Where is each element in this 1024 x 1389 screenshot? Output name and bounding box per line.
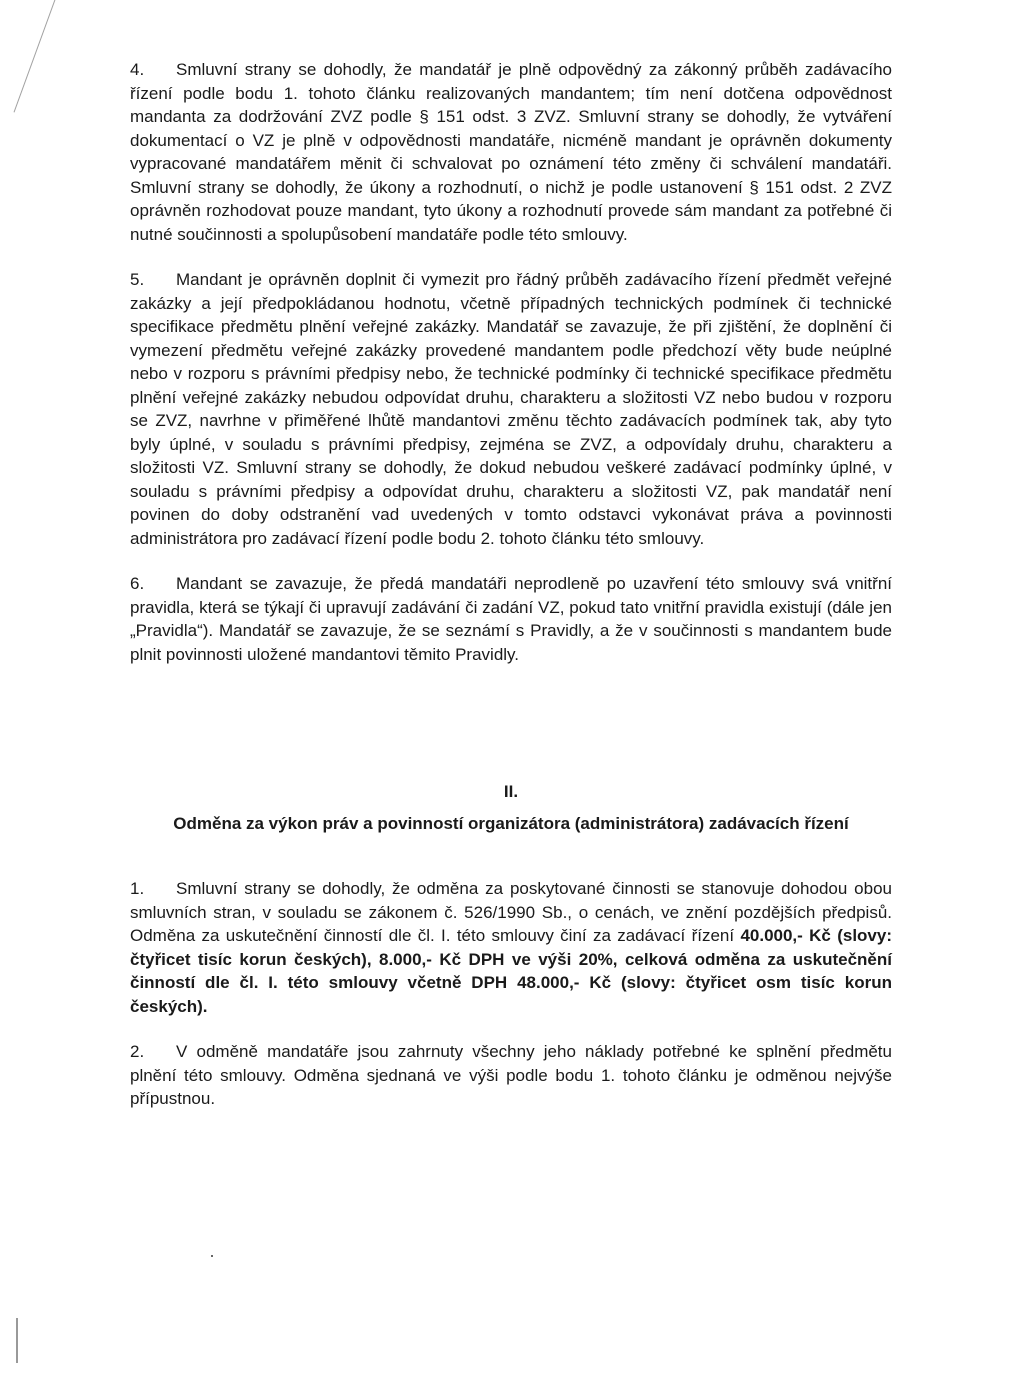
paragraph-number: 1.: [130, 879, 145, 898]
section-number: II.: [503, 782, 519, 801]
paragraph-text: V odměně mandatáře jsou zahrnuty všechny jeho náklady potřebné ke splnění předmětu plnění této smlouvy. Odměna sjednaná ve výši podle bodu 1. tohoto článku je odměnou nejvýše přípustnou.: [130, 1042, 892, 1108]
section-spacer: [130, 688, 892, 780]
scan-speck: [211, 1255, 213, 1257]
paragraph-number: 6.: [130, 574, 145, 593]
paragraph-text: Smluvní strany se dohodly, že mandatář je plně odpovědný za zákonný průběh zadávacího řízení podle bodu 1. tohoto článku realizovaných mandantem; tím není dotčena odpovědnost mandanta za dodržování ZVZ podle § 151 odst. 3 ZVZ. Smluvní strany se dohodly, že vytváření dokumentací o VZ je plně v odpovědnosti mandatáře, nicméně mandant je oprávněn dokumenty vypracované mandatářem měnit či schvalovat po oznámení této změny či schválení mandatáři. Smluvní strany se dohodly, že úkony a rozhodnutí, o nichž je podle ustanovení § 151 odst. 2 ZVZ oprávněn rozhodovat pouze mandant, tyto úkony a rozhodnutí provede sám mandant za potřebné či nutné součinnosti a spolupůsobení mandatáře podle této smlouvy.: [130, 60, 892, 244]
paragraph-text: Mandant je oprávněn doplnit či vymezit pro řádný průběh zadávacího řízení předmět veřejné zakázky a její předpokládanou hodnotu, včetně případných technických podmínek či technické specifikace předmětu plnění veřejné zakázky. Mandatář se zavazuje, že při zjištění, že doplnění či vymezení předmětu veřejné zakázky provedené mandantem podle předchozí věty bude neúplné nebo v rozporu s právními předpisy nebo, že technické podmínky či technické specifikace předmětu plnění veřejné zakázky nebudou odpovídat druhu, charakteru a složitosti VZ nebo budou v rozporu se ZVZ, navrhne v přiměřené lhůtě mandantovi změnu těchto zadávacích podmínek tak, aby tyto byly úplné, v souladu s právními předpisy, zejména se ZVZ, a odpovídaly druhu, charakteru a složitosti VZ. Smluvní strany se dohodly, že dokud nebudou veškeré zadávací podmínky úplné, v souladu s právními předpisy a odpovídat druhu, charakteru a složitosti VZ, pak mandatář není povinen do doby odstranění vad uvedených v tomto odstavci vykonávat práva a povinnosti administrátora pro zadávací řízení podle bodu 2. tohoto článku této smlouvy.: [130, 270, 892, 548]
paragraph-number: 2.: [130, 1042, 145, 1061]
paragraph-ii-1: [130, 877, 892, 1018]
paragraph-4: [130, 58, 892, 246]
paragraph-text: Smluvní strany se dohodly, že odměna za poskytované činnosti se stanovuje dohodou obou smluvních stran, v souladu se zákonem č. 526/1990 Sb., o cenách, ve znění pozdějších předpisů. Odměna za uskutečnění činností dle čl. I. této smlouvy činí za zadávací řízení: [130, 879, 892, 945]
paragraph-text: Mandant se zavazuje, že předá mandatáři neprodleně po uzavření této smlouvy svá vnitřní pravidla, která se týkají či upravují zadávání či zadání VZ, pokud tato vnitřní pravidla existují (dále jen „Pravidla“). Mandatář se zavazuje, že se seznámí s Pravidly, a že v součinnosti s mandantem bude plnit povinnosti uložené mandantovi těmito Pravidly.: [130, 574, 892, 664]
scan-margin-mark-bottom: [16, 1318, 18, 1363]
scan-margin-mark-top: [14, 0, 59, 113]
document-page: [130, 58, 892, 1133]
paragraph-6: [130, 572, 892, 666]
paragraph-ii-2: [130, 1040, 892, 1111]
paragraph-number: 4.: [130, 60, 145, 79]
section-heading: Odměna za výkon práv a povinností organizátora (administrátora) zadávacích řízení: [173, 813, 849, 833]
fee-amount-text: 40.000,- Kč (slovy: čtyřicet tisíc korun českých), 8.000,- Kč DPH ve výši 20%, celková odměna za uskutečnění činností dle čl. I. této smlouvy včetně DPH 48.000,- Kč (slovy: čtyřicet osm tisíc korun českých).: [130, 926, 892, 1016]
paragraph-5: [130, 268, 892, 550]
paragraph-number: 5.: [130, 270, 145, 289]
